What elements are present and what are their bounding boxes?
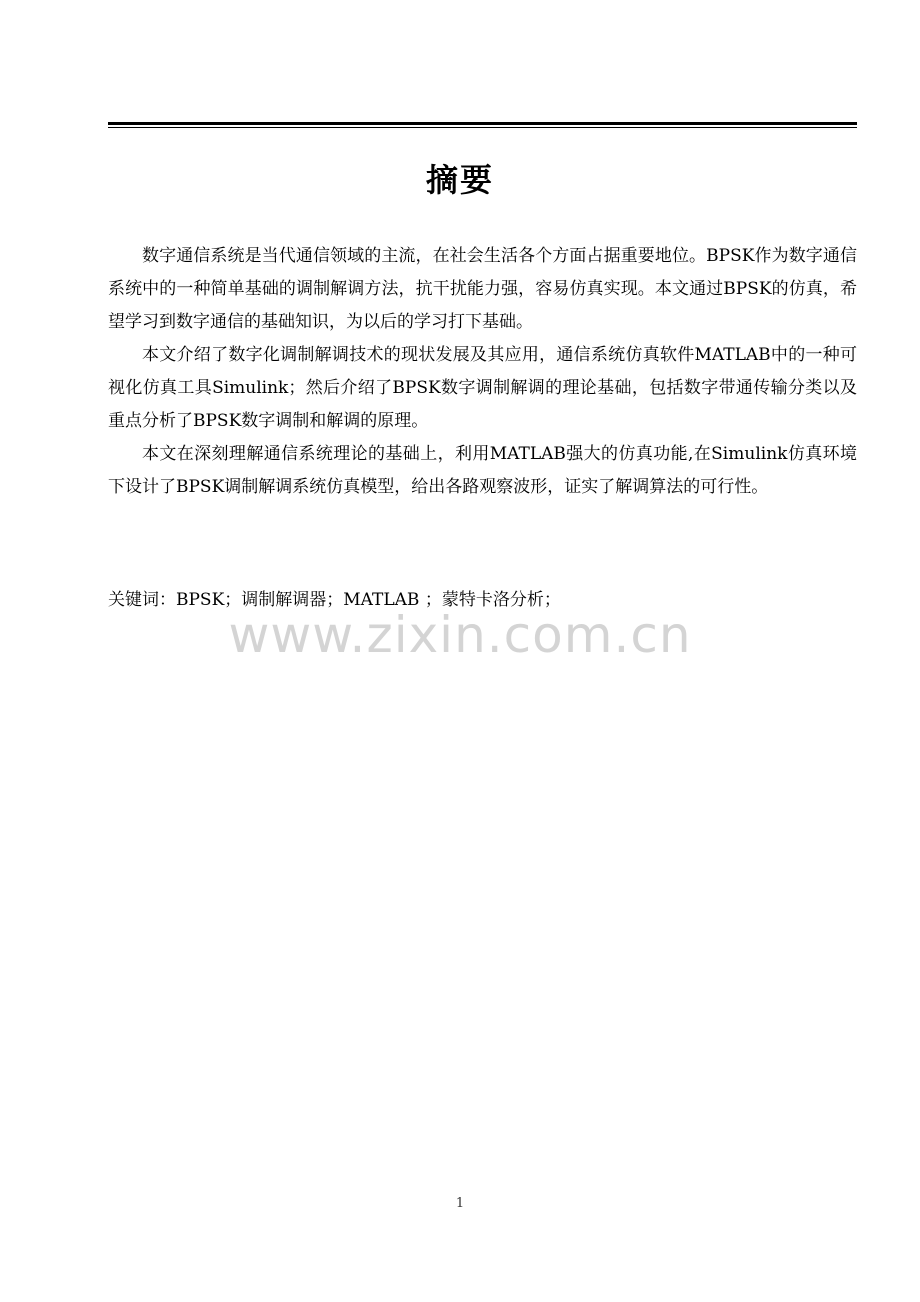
abstract-body bbox=[108, 240, 857, 504]
abstract-paragraph-1: 数字通信系统是当代通信领域的主流，在社会生活各个方面占据重要地位。BPSK作为数字通信系统中的一种简单基础的调制解调方法，抗干扰能力强，容易仿真实现。本文通过BPSK的仿真，希望学习到数字通信的基础知识，为以后的学习打下基础。 bbox=[108, 246, 857, 332]
page-title: 摘要 bbox=[425, 161, 494, 199]
header-rule-thick bbox=[108, 122, 857, 125]
keywords-line: 关键词：BPSK；调制解调器；MATLAB ；蒙特卡洛分析； bbox=[108, 590, 561, 610]
abstract-paragraph-2: 本文介绍了数字化调制解调技术的现状发展及其应用，通信系统仿真软件MATLAB中的一种可视化仿真工具Simulink；然后介绍了BPSK数字调制解调的理论基础，包括数字带通传输分类以及重点分析了BPSK数字调制和解调的原理。 bbox=[108, 345, 857, 431]
watermark: www.zixin.com.cn bbox=[228, 606, 692, 664]
header-rule-thin bbox=[108, 127, 857, 128]
abstract-paragraph-3: 本文在深刻理解通信系统理论的基础上，利用MATLAB强大的仿真功能,在Simulink仿真环境下设计了BPSK调制解调系统仿真模型，给出各路观察波形，证实了解调算法的可行性。 bbox=[108, 444, 857, 497]
page-number: 1 bbox=[455, 1196, 465, 1211]
